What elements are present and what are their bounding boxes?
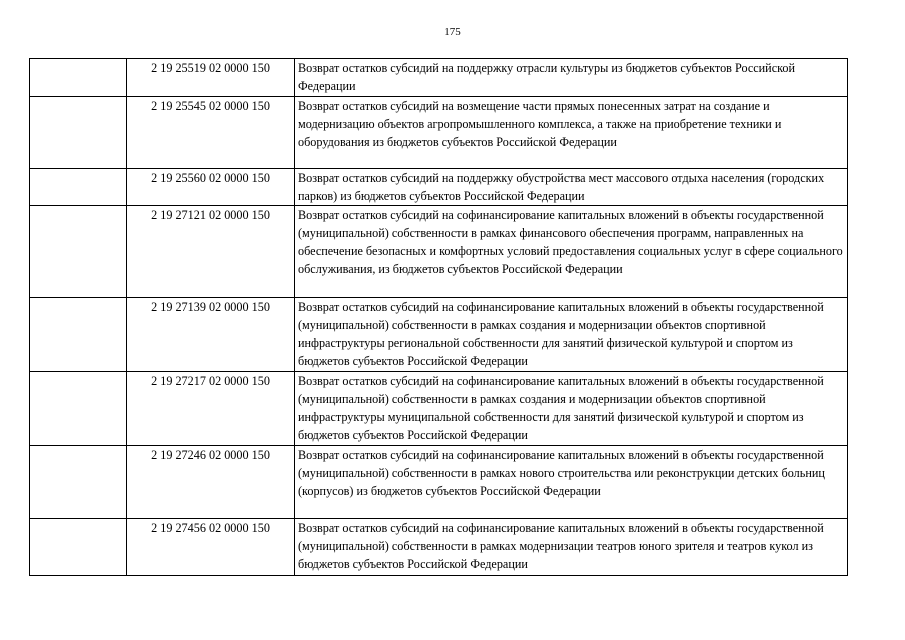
admin-code-cell [30, 59, 127, 97]
budget-code-cell: 2 19 25545 02 0000 150 [127, 97, 295, 169]
budget-code-cell: 2 19 27139 02 0000 150 [127, 298, 295, 372]
admin-code-cell [30, 372, 127, 446]
budget-code-cell: 2 19 25560 02 0000 150 [127, 169, 295, 206]
budget-code-cell: 2 19 27246 02 0000 150 [127, 446, 295, 519]
income-name-cell: Возврат остатков субсидий на софинансирование капитальных вложений в объекты государственной (муниципальной) собственности в рамках нового строительства или реконструкции детских больниц (корпусов) из бюджетов субъектов Российской Федерации [295, 446, 848, 519]
income-name-cell: Возврат остатков субсидий на возмещение части прямых понесенных затрат на создание и модернизацию объектов агропромышленного комплекса, а также на приобретение техники и оборудования из бюджетов субъектов Российской Федерации [295, 97, 848, 169]
budget-code-cell: 2 19 27121 02 0000 150 [127, 206, 295, 298]
admin-code-cell [30, 169, 127, 206]
table-row [30, 446, 848, 519]
admin-code-cell [30, 446, 127, 519]
admin-code-cell [30, 298, 127, 372]
budget-code-cell: 2 19 27217 02 0000 150 [127, 372, 295, 446]
income-name-cell: Возврат остатков субсидий на софинансирование капитальных вложений в объекты государственной (муниципальной) собственности в рамках создания и модернизации объектов спортивной инфраструктуры региональной собственности для занятий физической культурой и спортом из бюджетов субъектов Российской Федерации [295, 298, 848, 372]
table-row [30, 59, 848, 97]
income-name-cell: Возврат остатков субсидий на поддержку обустройства мест массового отдыха населения (городских парков) из бюджетов субъектов Российской Федерации [295, 169, 848, 206]
admin-code-cell [30, 97, 127, 169]
table-row [30, 372, 848, 446]
admin-code-cell [30, 519, 127, 576]
page-number: 175 [444, 26, 461, 38]
income-name-cell: Возврат остатков субсидий на софинансирование капитальных вложений в объекты государственной (муниципальной) собственности в рамках создания и модернизации объектов спортивной инфраструктуры муниципальной собственности для занятий физической культурой и спортом из бюджетов субъектов Российской Федерации [295, 372, 848, 446]
budget-code-cell: 2 19 27456 02 0000 150 [127, 519, 295, 576]
table-row [30, 97, 848, 169]
income-name-cell: Возврат остатков субсидий на софинансирование капитальных вложений в объекты государственной (муниципальной) собственности в рамках финансового обеспечения программ, направленных на обеспечение безопасных и комфортных условий предоставления социальных услуг в сфере социального обслуживания, из бюджетов субъектов Российской Федерации [295, 206, 848, 298]
income-name-cell: Возврат остатков субсидий на поддержку отрасли культуры из бюджетов субъектов Российской Федерации [295, 59, 848, 97]
table-row [30, 169, 848, 206]
budget-classification-table [29, 58, 848, 576]
admin-code-cell [30, 206, 127, 298]
table-row [30, 206, 848, 298]
table-row [30, 519, 848, 576]
table-row [30, 298, 848, 372]
income-name-cell: Возврат остатков субсидий на софинансирование капитальных вложений в объекты государственной (муниципальной) собственности в рамках модернизации театров юного зрителя и театров кукол из бюджетов субъектов Российской Федерации [295, 519, 848, 576]
budget-code-cell: 2 19 25519 02 0000 150 [127, 59, 295, 97]
